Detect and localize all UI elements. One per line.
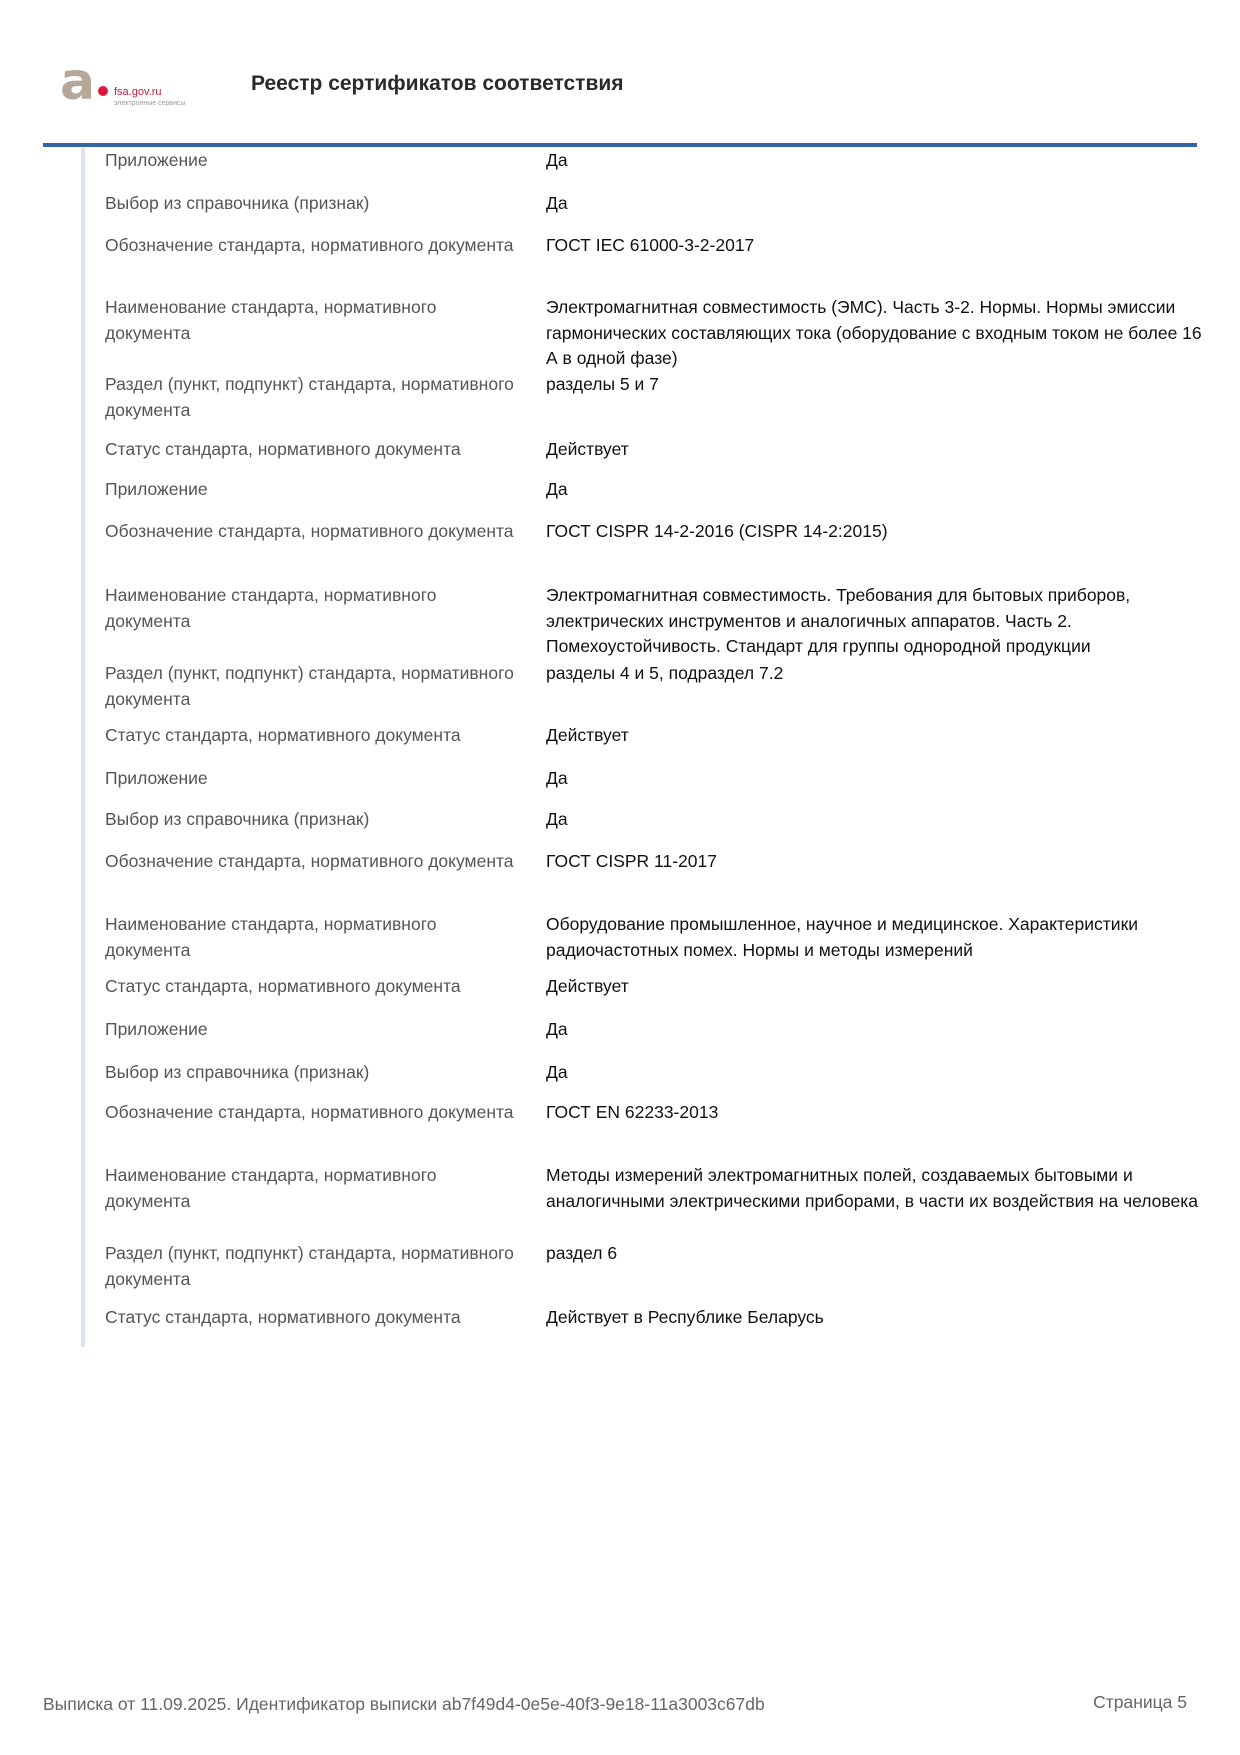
field-value: разделы 4 и 5, подраздел 7.2 — [546, 663, 784, 683]
field-value: Электромагнитная совместимость. Требования для бытовых приборов, электрических инструментов и аналогичных аппаратов. Часть 2. Помехоустойчивость. Стандарт для группы однородной продукции — [546, 585, 1131, 656]
logo-mark-icon: a — [60, 52, 96, 112]
field-value: ГОСТ IEC 61000-3-2-2017 — [546, 235, 755, 255]
field-label: Приложение — [105, 768, 208, 788]
field-label: Выбор из справочника (признак) — [105, 1062, 370, 1082]
section-bar — [81, 147, 85, 1347]
field-value: разделы 5 и 7 — [546, 374, 659, 394]
field-value: Да — [546, 1062, 568, 1082]
field-label: Наименование стандарта, нормативного документа — [105, 1165, 437, 1211]
field-label: Раздел (пункт, подпункт) стандарта, нормативного документа — [105, 1243, 514, 1289]
field-label: Обозначение стандарта, нормативного документа — [105, 235, 514, 255]
field-value: Да — [546, 193, 568, 213]
footer-extract-info: Выписка от 11.09.2025. Идентификатор выписки ab7f49d4-0e5e-40f3-9e18-11a3003c67db — [43, 1694, 765, 1714]
field-value: Да — [546, 1019, 568, 1039]
field-label: Выбор из справочника (признак) — [105, 809, 370, 829]
field-label: Приложение — [105, 150, 208, 170]
logo-dot-icon — [98, 86, 108, 96]
field-value: Да — [546, 150, 568, 170]
page-title: Реестр сертификатов соответствия — [251, 72, 624, 95]
field-value: Действует — [546, 976, 629, 996]
field-label: Статус стандарта, нормативного документа — [105, 725, 461, 745]
field-label: Наименование стандарта, нормативного документа — [105, 585, 437, 631]
field-label: Обозначение стандарта, нормативного документа — [105, 1102, 514, 1122]
field-value: Да — [546, 768, 568, 788]
field-label: Наименование стандарта, нормативного документа — [105, 297, 437, 343]
header-divider — [43, 143, 1197, 147]
field-value: Да — [546, 479, 568, 499]
field-label: Выбор из справочника (признак) — [105, 193, 370, 213]
field-value: Действует — [546, 725, 629, 745]
fsa-logo — [58, 52, 208, 118]
field-label: Приложение — [105, 1019, 208, 1039]
logo-subtitle: электронные сервисы — [114, 100, 186, 107]
field-label: Раздел (пункт, подпункт) стандарта, нормативного документа — [105, 663, 514, 709]
field-value: Действует в Республике Беларусь — [546, 1307, 824, 1327]
field-value: раздел 6 — [546, 1243, 618, 1263]
field-value: Да — [546, 809, 568, 829]
field-value: Оборудование промышленное, научное и медицинское. Характеристики радиочастотных помех. Нормы и методы измерений — [546, 914, 1139, 960]
field-label: Обозначение стандарта, нормативного документа — [105, 521, 514, 541]
field-value: Электромагнитная совместимость (ЭМС). Часть 3-2. Нормы. Нормы эмиссии гармонических составляющих тока (оборудование с входным током не более 16 А в одной фазе) — [546, 297, 1202, 368]
field-label: Наименование стандарта, нормативного документа — [105, 914, 437, 960]
page-number: Страница 5 — [1093, 1692, 1187, 1712]
field-value: Действует — [546, 439, 629, 459]
field-label: Приложение — [105, 479, 208, 499]
field-label: Обозначение стандарта, нормативного документа — [105, 851, 514, 871]
field-value: ГОСТ EN 62233-2013 — [546, 1102, 719, 1122]
field-label: Статус стандарта, нормативного документа — [105, 1307, 461, 1327]
field-value: ГОСТ CISPR 14-2-2016 (CISPR 14-2:2015) — [546, 521, 888, 541]
field-value: Методы измерений электромагнитных полей, создаваемых бытовыми и аналогичными электрическими приборами, в части их воздействия на человека — [546, 1165, 1199, 1211]
field-label: Раздел (пункт, подпункт) стандарта, нормативного документа — [105, 374, 514, 420]
field-value: ГОСТ CISPR 11-2017 — [546, 851, 717, 871]
field-label: Статус стандарта, нормативного документа — [105, 976, 461, 996]
field-label: Статус стандарта, нормативного документа — [105, 439, 461, 459]
logo-site: fsa.gov.ru — [114, 86, 162, 98]
